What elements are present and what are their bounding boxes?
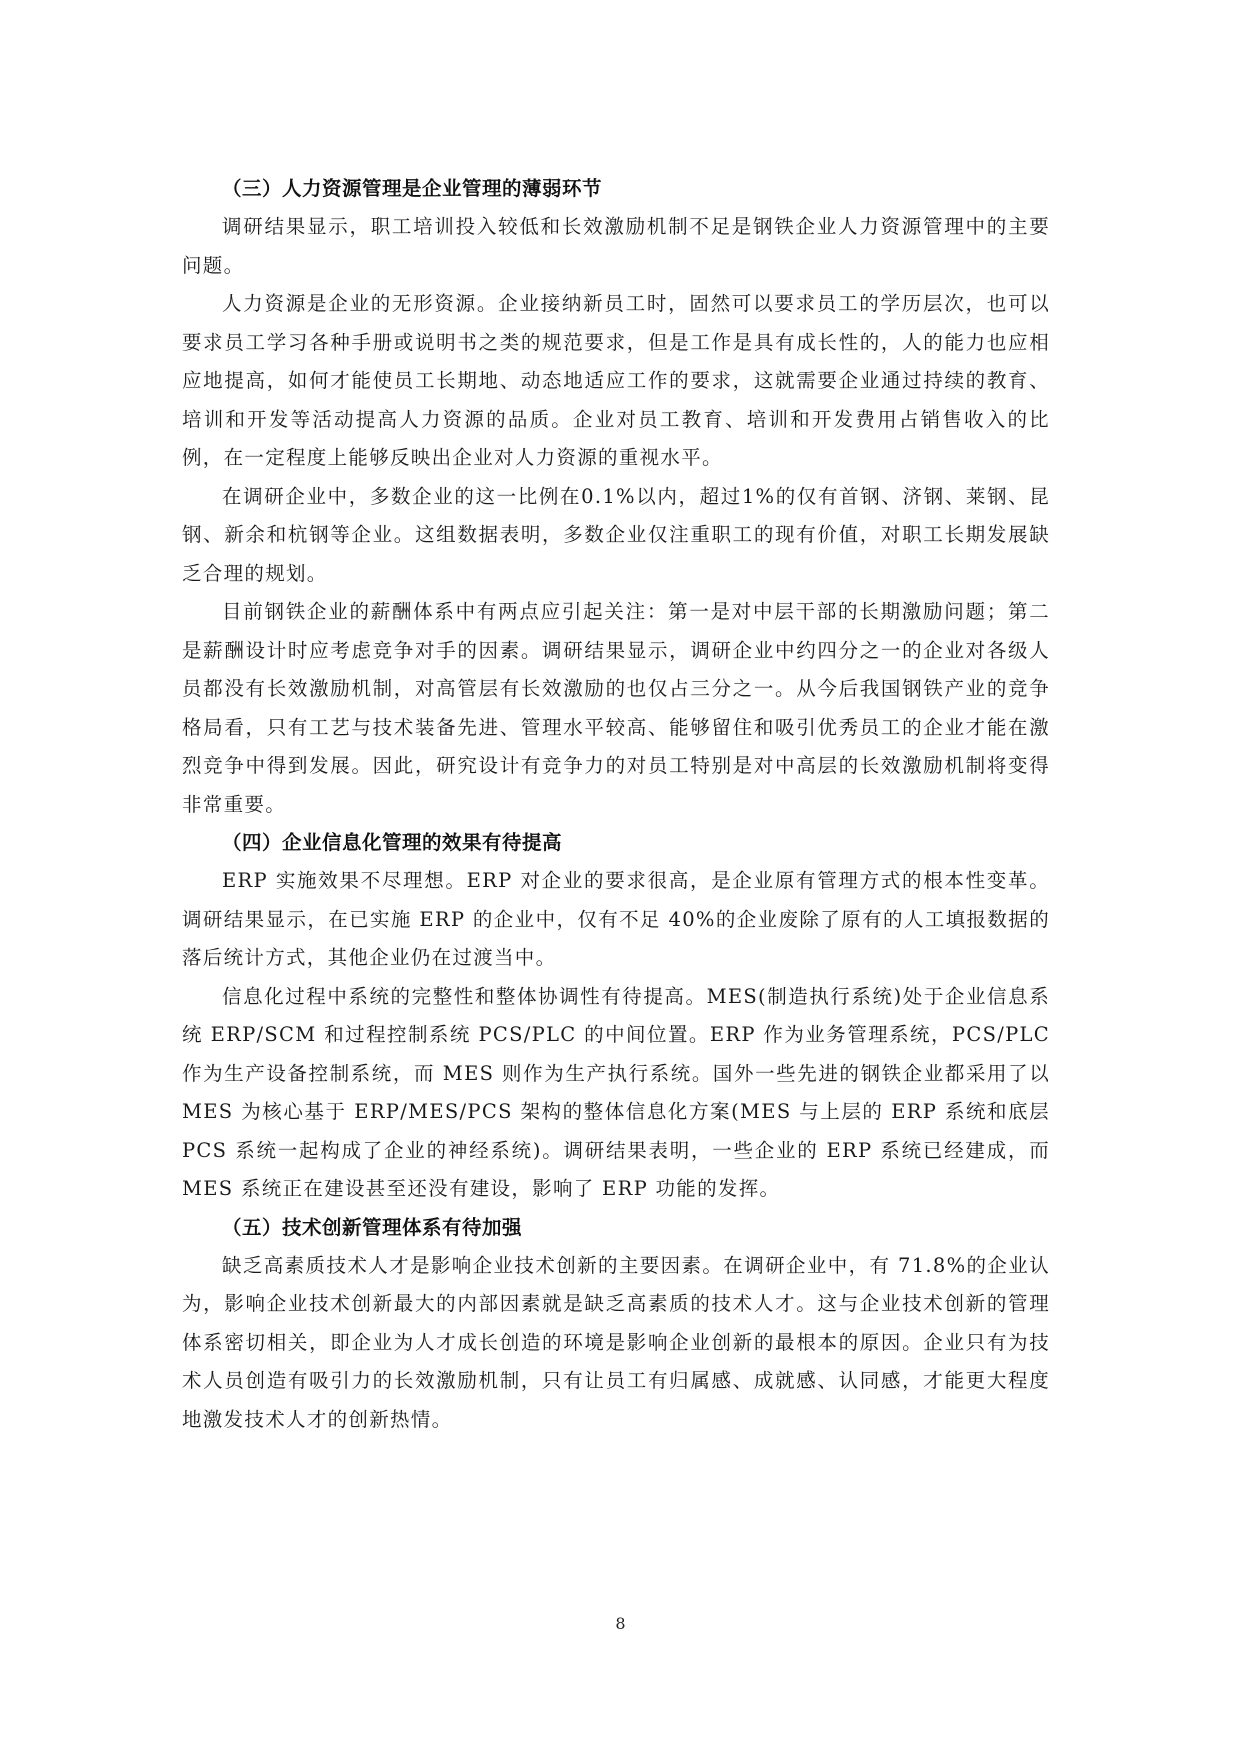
page-content: [182, 170, 1050, 1439]
paragraph: ERP 实施效果不尽理想。ERP 对企业的要求很高，是企业原有管理方式的根本性变革。调研结果显示，在已实施 ERP 的企业中，仅有不足 40%的企业废除了原有的人工填报数据的落后统计方式，其他企业仍在过渡当中。: [182, 869, 1050, 969]
section-heading-3: （三）人力资源管理是企业管理的薄弱环节: [222, 177, 603, 200]
section-heading-4: （四）企业信息化管理的效果有待提高: [222, 831, 563, 854]
page-number: 8: [615, 1614, 626, 1633]
paragraph: 调研结果显示，职工培训投入较低和长效激励机制不足是钢铁企业人力资源管理中的主要问题。: [182, 215, 1050, 277]
paragraph: 人力资源是企业的无形资源。企业接纳新员工时，固然可以要求员工的学历层次，也可以要求员工学习各种手册或说明书之类的规范要求，但是工作是具有成长性的，人的能力也应相应地提高，如何才能使员工长期地、动态地适应工作的要求，这就需要企业通过持续的教育、培训和开发等活动提高人力资源的品质。企业对员工教育、培训和开发费用占销售收入的比例，在一定程度上能够反映出企业对人力资源的重视水平。: [182, 292, 1050, 469]
section-heading-5: （五）技术创新管理体系有待加强: [222, 1215, 523, 1239]
paragraph: 目前钢铁企业的薪酬体系中有两点应引起关注：第一是对中层干部的长期激励问题；第二是薪酬设计时应考虑竞争对手的因素。调研结果显示，调研企业中约四分之一的企业对各级人员都没有长效激励机制，对高管层有长效激励的也仅占三分之一。从今后我国钢铁产业的竞争格局看，只有工艺与技术装备先进、管理水平较高、能够留住和吸引优秀员工的企业才能在激烈竞争中得到发展。因此，研究设计有竞争力的对员工特别是对中高层的长效激励机制将变得非常重要。: [182, 600, 1050, 816]
paragraph: 信息化过程中系统的完整性和整体协调性有待提高。MES(制造执行系统)处于企业信息系统 ERP/SCM 和过程控制系统 PCS/PLC 的中间位置。ERP 作为业务管理系统，PCS/PLC 作为生产设备控制系统，而 MES 则作为生产执行系统。国外一些先进的钢铁企业都采用了以 MES 为核心基于 ERP/MES/PCS 架构的整体信息化方案(MES 与上层的 ERP 系统和底层 PCS 系统一起构成了企业的神经系统)。调研结果表明，一些企业的 ERP 系统已经建成，而 MES 系统正在建设甚至还没有建设，影响了 ERP 功能的发挥。: [182, 984, 1050, 1200]
paragraph: 缺乏高素质技术人才是影响企业技术创新的主要因素。在调研企业中，有 71.8%的企业认为，影响企业技术创新最大的内部因素就是缺乏高素质的技术人才。这与企业技术创新的管理体系密切相关，即企业为人才成长创造的环境是影响企业创新的最根本的原因。企业只有为技术人员创造有吸引力的长效激励机制，只有让员工有归属感、成就感、认同感，才能更大程度地激发技术人才的创新热情。: [182, 1253, 1050, 1431]
paragraph: 在调研企业中，多数企业的这一比例在0.1%以内，超过1%的仅有首钢、济钢、莱钢、昆钢、新余和杭钢等企业。这组数据表明，多数企业仅注重职工的现有价值，对职工长期发展缺乏合理的规划。: [182, 484, 1050, 585]
